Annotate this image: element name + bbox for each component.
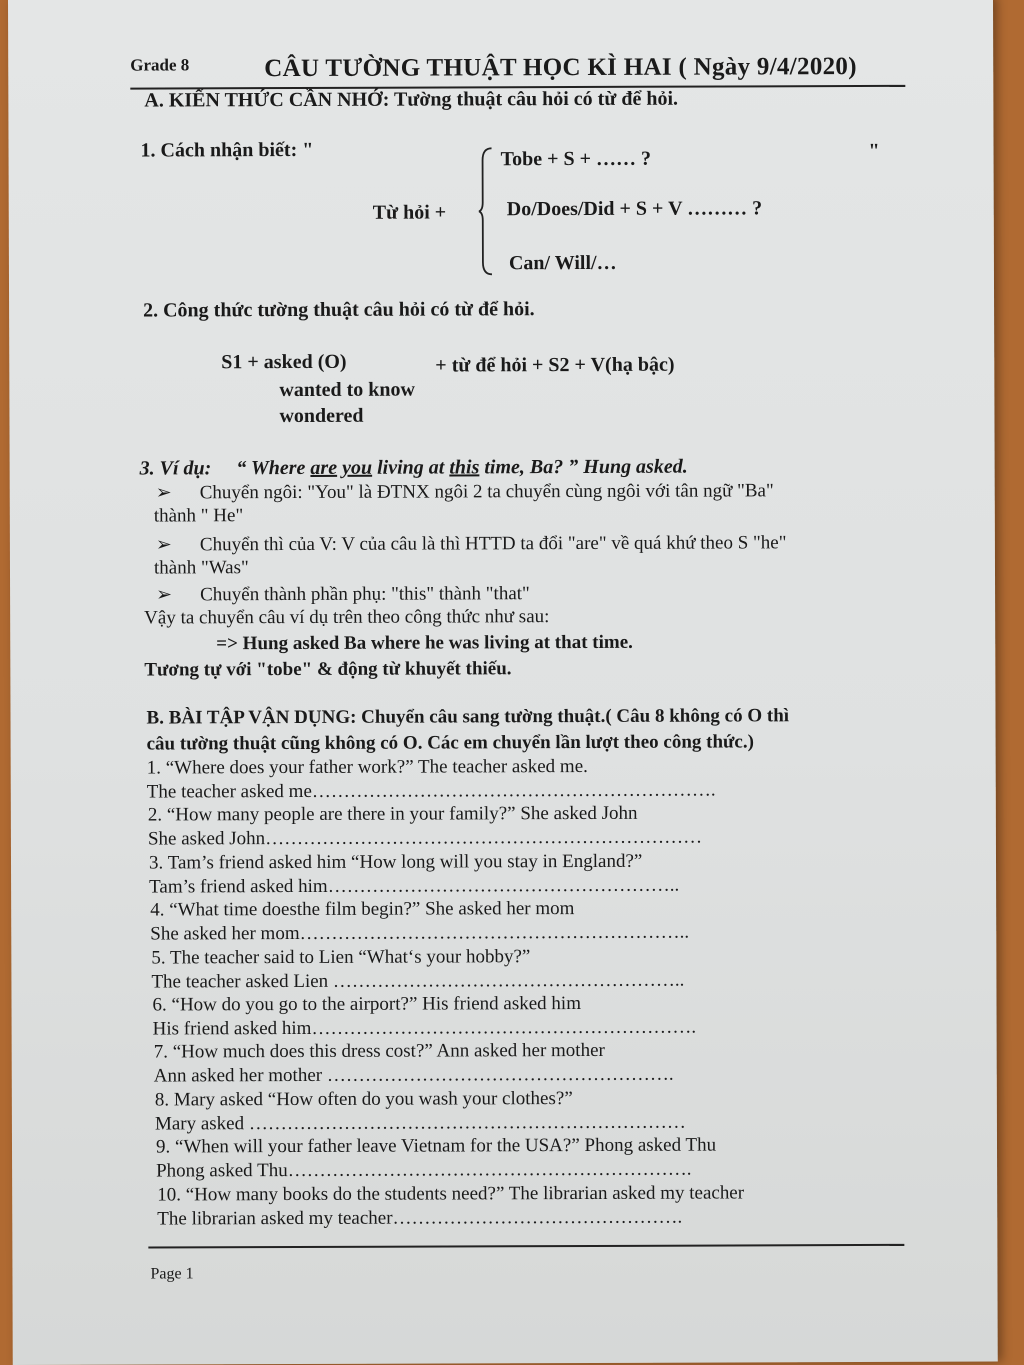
footer-rule — [148, 1244, 904, 1249]
example-line — [140, 456, 688, 481]
exercise-question: 9. “When will your father leave Vietnam for the USA?” Phong asked Thu — [155, 1134, 717, 1158]
exercise-answer-line: The teacher asked me………………………………………………………. — [146, 779, 716, 803]
grade-label: Grade 8 — [130, 55, 190, 75]
exercise-question: 3. Tam’s friend asked him “How long will you stay in England?” — [148, 850, 643, 874]
bullet-adverb — [156, 582, 530, 606]
bullet-tense-cont: thành "Was" — [153, 557, 249, 579]
exercise-question: 2. “How many people are there in your family?” She asked John — [147, 803, 638, 826]
example-underlined-this: this — [449, 456, 480, 479]
example-label: 3. Ví dụ: — [139, 457, 212, 480]
structure-row-tobe: Tobe + S + …… ? — [500, 147, 652, 171]
similar-note: Tương tự với "tobe" & động từ khuyết thiếu. — [144, 658, 512, 681]
formula-wondered: wondered — [279, 404, 364, 428]
exercise-question: 6. “How do you go to the airport?” His friend asked him — [152, 993, 582, 1016]
left-brace-icon — [479, 146, 493, 276]
exercise-answer-line: Ann asked her mother ………………………………………………. — [153, 1064, 674, 1087]
exercise-answer-line: Tam’s friend asked him……………………………………………….. — [149, 874, 680, 898]
exercise-question: 7. “How much does this dress cost?” Ann asked her mother — [153, 1040, 605, 1063]
exercise-answer-line: She asked her mom…………………………………………………….. — [150, 921, 690, 945]
bullet-pronoun-text: Chuyển ngôi: "You" là ĐTNX ngôi 2 ta chuyển cùng ngôi với tân ngữ "Ba" — [199, 480, 774, 504]
example-quote-mid: living at — [372, 456, 450, 479]
part2-heading: 2. Công thức tường thuật câu hỏi có từ để hỏi. — [143, 298, 535, 322]
bullet-tense — [156, 531, 787, 556]
formula-asked: S1 + asked (O) — [221, 350, 347, 374]
example-quote-post: time, Ba? ” Hung asked. — [479, 455, 688, 479]
formula-right-side: + từ để hỏi + S2 + V(hạ bậc) — [435, 353, 675, 377]
section-b-heading: B. BÀI TẬP VẬN DỤNG: Chuyển câu sang tường thuật.( Câu 8 không có O thì — [146, 705, 790, 729]
arrow-bullet-icon: ➢ — [155, 482, 172, 504]
exercise-question: 8. Mary asked “How often do you wash your clothes?” — [154, 1087, 573, 1111]
example-quote-pre: “ Where — [236, 456, 311, 480]
arrow-bullet-icon: ➢ — [156, 584, 173, 606]
section-b-heading-cont: câu tường thuật cũng không có O. Các em chuyển lần lượt theo công thức.) — [146, 731, 754, 755]
exercise-question: 4. “What time doesthe film begin?” She asked her mom — [150, 898, 575, 921]
formula-wanted: wanted to know — [279, 378, 415, 402]
structure-row-modal: Can/ Will/… — [508, 251, 617, 275]
exercise-answer-line: Mary asked …………………………………………………………… — [154, 1111, 686, 1135]
page-number: Page 1 — [150, 1265, 194, 1283]
arrow-bullet-icon: ➢ — [155, 534, 172, 556]
exercise-question: 1. “Where does your father work?” The teacher asked me. — [146, 755, 588, 779]
section-a-heading: A. KIẾN THỨC CẦN NHỚ: Tường thuật câu hỏi có từ để hỏi. — [144, 87, 679, 112]
exercise-answer-line: She asked John…………………………………………………………… — [147, 826, 703, 850]
question-word-label: Từ hỏi + — [372, 201, 447, 224]
exercise-answer-line: Phong asked Thu………………………………………………………. — [156, 1158, 692, 1182]
bullet-pronoun — [156, 479, 774, 504]
structure-row-do: Do/Does/Did + S + V ……… ? — [506, 197, 763, 221]
bullet-tense-text: Chuyển thì của V: V của câu là thì HTTD ta đổi "are" về quá khứ theo S "he" — [199, 532, 787, 556]
bullet-adverb-text: Chuyển thành phần phụ: "this" thành "that" — [200, 583, 530, 606]
part1-heading: 1. Cách nhận biết: " — [140, 138, 314, 162]
bullet-pronoun-cont: thành " He" — [153, 505, 244, 527]
closing-quote: " — [868, 139, 880, 162]
exercise-question: 5. The teacher said to Lien “What‘s your hobby?” — [151, 945, 531, 969]
exercise-answer-line: The librarian asked my teacher………………………………………. — [157, 1206, 683, 1230]
exercise-answer-line: His friend asked him……………………………………………………. — [152, 1016, 697, 1040]
worksheet-page — [8, 0, 998, 1365]
page-title: CÂU TƯỜNG THUẬT HỌC KÌ HAI ( Ngày 9/4/2020) — [264, 53, 857, 83]
exercise-question: 10. “How many books do the students need?” The librarian asked my teacher — [157, 1182, 745, 1206]
exercise-answer-line: The teacher asked Lien ……………………………………………….. — [151, 969, 685, 993]
example-answer: => Hung asked Ba where he was living at that time. — [216, 631, 633, 655]
conclusion-line: Vậy ta chuyển câu ví dụ trên theo công thức như sau: — [144, 606, 550, 629]
example-underlined-are: are — [310, 456, 338, 479]
example-underlined-you: you — [342, 456, 373, 479]
